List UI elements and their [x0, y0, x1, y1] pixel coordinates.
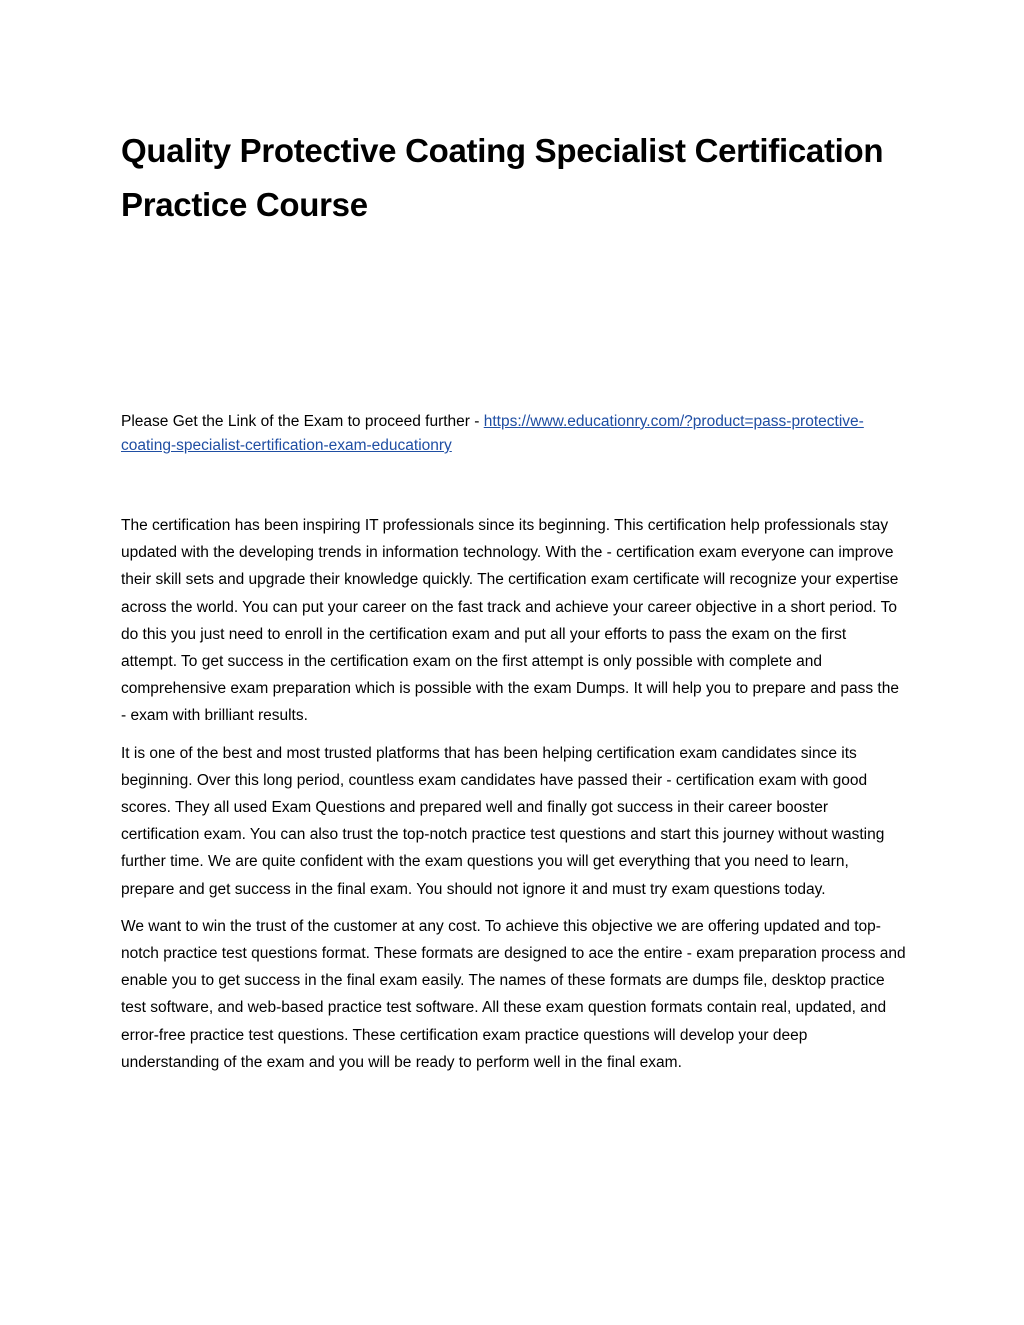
- body-paragraph-1: The certification has been inspiring IT professionals since its beginning. This certification help professionals stay updated with the developing trends in information technology. With the - certification exam everyone can improve their skill sets and upgrade their knowledge quickly. The certification exam certificate will recognize your expertise across the world. You can put your career on the fast track and achieve your career objective in a short period. To do this you just need to enroll in the certification exam and put all your efforts to pass the exam on the first attempt. To get success in the certification exam on the first attempt is only possible with complete and comprehensive exam preparation which is possible with the exam Dumps. It will help you to prepare and pass the - exam with brilliant results.: [121, 517, 899, 725]
- document-body: [121, 512, 906, 1086]
- exam-link-paragraph: [121, 410, 906, 458]
- document-title: Quality Protective Coating Specialist Certification Practice Course: [121, 132, 884, 223]
- body-paragraph-2: It is one of the best and most trusted platforms that has been helping certification exam candidates since its beginning. Over this long period, countless exam candidates have passed their - certification exam with good scores. They all used Exam Questions and prepared well and finally got success in their career booster certification exam. You can also trust the top-notch practice test questions and start this journey without wasting further time. We are quite confident with the exam questions you will get everything that you need to learn, prepare and get success in the final exam. You should not ignore it and must try exam questions today.: [121, 744, 885, 898]
- intro-text: Please Get the Link of the Exam to proceed further -: [121, 413, 484, 430]
- body-paragraph-3: We want to win the trust of the customer at any cost. To achieve this objective we are offering updated and top-notch practice test questions format. These formats are designed to ace the entire - exam preparation process and enable you to get success in the final exam easily. The names of these formats are dumps file, desktop practice test software, and web-based practice test software. All these exam question formats contain real, updated, and error-free practice test questions. These certification exam practice questions will develop your deep understanding of the exam and you will be ready to perform well in the final exam.: [121, 917, 906, 1071]
- exam-link[interactable]: https://www.educationry.com/?product=pass-protective-coating-specialist-certification-exam-educationry: [121, 413, 864, 454]
